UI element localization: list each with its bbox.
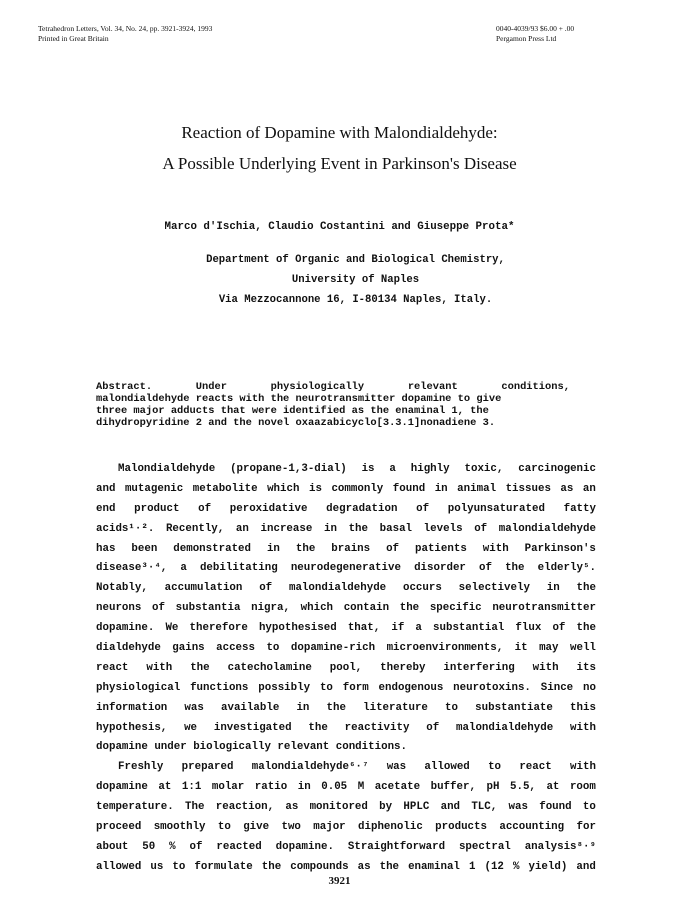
body-word: investigated: [213, 721, 292, 734]
body-line: [96, 659, 596, 679]
body-word: pool,: [329, 661, 363, 674]
body-word: fatty: [563, 502, 596, 515]
journal-line: Tetrahedron Letters, Vol. 34, No. 24, pp. 3921-3924, 1993: [38, 24, 213, 33]
body-word: %: [512, 860, 520, 873]
body-word: a: [415, 622, 422, 635]
body-word: thereby: [380, 661, 426, 674]
body-word: with: [570, 761, 596, 774]
body-line: [96, 559, 596, 579]
body-word: animal: [457, 482, 497, 495]
body-line: [96, 738, 596, 758]
body-word: disorder: [414, 562, 466, 575]
body-word: (12: [484, 860, 504, 873]
body-word: increase: [260, 522, 313, 535]
body-line: [96, 520, 596, 540]
body-word: at: [546, 781, 560, 794]
body-word: with: [570, 721, 596, 734]
body-word: room: [569, 781, 596, 794]
body-word: is: [361, 463, 375, 475]
body-word: temperature.: [96, 801, 174, 814]
body-word: the: [576, 582, 596, 595]
body-word: dopamine: [96, 781, 148, 794]
body-word: the: [308, 721, 328, 734]
body-word: gains: [172, 642, 205, 655]
body-word: neurotoxins.: [453, 681, 531, 694]
body-word: The: [185, 801, 205, 814]
body-word: buffer,: [430, 781, 476, 794]
paper-title-line-1: Reaction of Dopamine with Malondialdehyde:: [181, 123, 498, 142]
body-line: [96, 540, 596, 560]
body-word: of: [426, 721, 440, 734]
body-line: [96, 679, 596, 699]
body-word: react: [96, 661, 129, 674]
body-word: react: [519, 761, 552, 774]
body-line: [96, 480, 596, 500]
body-line: [96, 619, 596, 639]
body-line: [96, 599, 596, 619]
body-word: about: [96, 840, 129, 853]
paper-title-line-2: A Possible Underlying Event in Parkinson's Disease: [162, 154, 517, 173]
body-word: if: [391, 622, 405, 635]
body-word: elderly⁵.: [537, 562, 596, 575]
body-word: peroxidative: [229, 502, 308, 515]
body-word: compounds: [290, 860, 349, 873]
body-word: dopamine.: [96, 622, 155, 635]
body-word: with: [532, 661, 559, 674]
body-word: literature: [363, 701, 428, 714]
body-word: two: [281, 821, 301, 834]
body-line: [96, 500, 596, 520]
body-word: toxic,: [464, 463, 504, 475]
body-word: 1:1: [181, 781, 202, 794]
body-word: which: [267, 482, 300, 495]
body-word: by: [379, 801, 393, 814]
body-word: 5.5,: [509, 781, 536, 794]
body-word: well: [569, 642, 596, 655]
body-word: was: [386, 761, 407, 774]
abstract-line: three major adducts that were identified as the enaminal 1, the: [96, 405, 489, 417]
body-word: demonstrated: [173, 542, 252, 555]
body-line: [96, 758, 596, 778]
body-word: debilitating: [199, 562, 278, 575]
body-word: the: [348, 522, 369, 535]
body-word: in: [546, 582, 560, 595]
body-word: Freshly: [118, 761, 164, 774]
body-word: was: [184, 701, 204, 714]
body-word: reaction,: [215, 801, 275, 814]
body-word: at: [158, 781, 172, 794]
body-word: mutagenic: [124, 482, 184, 495]
body-word: Since: [540, 681, 574, 694]
body-word: us: [150, 860, 164, 873]
body-word: monitored: [309, 801, 368, 814]
body-word: no: [583, 681, 596, 694]
body-word: proceed: [96, 821, 142, 834]
body-word: of: [474, 522, 488, 535]
body-word: substantia: [175, 602, 241, 615]
body-word: and: [96, 482, 116, 495]
body-word: We: [165, 622, 179, 635]
body-word: accumulation: [164, 582, 243, 595]
body-word: the: [379, 860, 400, 873]
body-word: and: [576, 860, 596, 873]
body-word: information: [96, 701, 168, 714]
body-word: give: [243, 821, 270, 834]
body-word: malondialdehyde⁶·⁷: [251, 761, 369, 774]
body-word: was: [508, 801, 528, 814]
body-word: occurs: [402, 582, 442, 595]
body-word: in: [434, 482, 448, 495]
printed-line: Printed in Great Britain: [38, 34, 109, 43]
body-word: carcinogenic: [518, 463, 596, 475]
body-word: reactivity: [344, 721, 410, 734]
body-word: degradation: [326, 502, 398, 515]
body-word: major: [313, 821, 346, 834]
authors: Marco d'Ischia, Claudio Costantini and Giuseppe Prota*: [164, 221, 515, 233]
issn-price-line: 0040-4039/93 $6.00 + .00: [496, 24, 575, 33]
body-word: in: [296, 701, 310, 714]
body-word: of: [259, 582, 273, 595]
body-word: of: [198, 502, 212, 515]
body-word: diphenolic: [358, 821, 423, 834]
body-word: has: [96, 542, 116, 555]
body-word: to: [582, 801, 596, 814]
body-word: dialdehyde: [96, 642, 161, 655]
abstract-line: Abstract. Under physiologically relevant conditions,: [96, 381, 570, 393]
body-word: 0.05: [321, 781, 348, 794]
body-word: dopamine under biologically relevant conditions.: [96, 741, 408, 754]
body-word: malondialdehyde: [456, 721, 554, 734]
body-word: specific: [429, 602, 482, 615]
body-word: as: [560, 482, 574, 495]
body-word: with: [482, 542, 509, 555]
body-word: contain: [343, 602, 390, 615]
body-word: of: [152, 602, 165, 615]
body-word: the: [326, 701, 346, 714]
body-word: allowed: [424, 761, 470, 774]
body-line: [96, 699, 596, 719]
publisher-info: [496, 24, 574, 44]
body-word: products: [435, 821, 487, 834]
body-word: enaminal: [408, 860, 460, 873]
body-word: molar: [211, 781, 245, 794]
body-word: the: [190, 661, 210, 674]
body-word: the: [505, 562, 525, 575]
body-word: Notably,: [96, 582, 148, 595]
body-word: tissues: [505, 482, 551, 495]
body-word: in: [266, 542, 280, 555]
body-word: neurodegenerative: [290, 562, 401, 575]
body-word: is: [308, 482, 322, 495]
body-word: substantial: [433, 622, 505, 635]
body-word: which: [300, 602, 334, 615]
body-word: neurons: [96, 602, 142, 615]
body-word: brains: [331, 542, 371, 555]
publisher-line: Pergamon Press Ltd: [496, 34, 557, 43]
body-word: we: [184, 721, 198, 734]
body-word: endogenous: [378, 681, 444, 694]
body-word: and: [440, 801, 461, 814]
body-word: to: [319, 681, 333, 694]
body-text: [96, 460, 596, 878]
body-word: to: [266, 642, 280, 655]
body-word: hypothesised: [258, 622, 337, 635]
body-word: spectral: [458, 840, 511, 853]
body-word: nigra,: [251, 602, 290, 615]
body-line: [96, 818, 596, 838]
body-word: (propane-1,3-dial): [230, 463, 347, 475]
body-word: with: [146, 661, 173, 674]
abstract-line: malondialdehyde reacts with the neurotransmitter dopamine to give: [96, 393, 502, 405]
page-number: 3921: [328, 875, 351, 887]
body-word: of: [189, 840, 203, 853]
body-word: form: [342, 681, 369, 694]
body-word: hypothesis,: [96, 721, 168, 734]
body-word: flux: [515, 622, 542, 635]
body-word: basal: [379, 522, 413, 535]
body-word: an: [235, 522, 249, 535]
body-word: accounting: [499, 821, 565, 834]
body-word: disease³·⁴,: [96, 562, 168, 575]
body-word: malondialdehyde: [288, 582, 387, 595]
abstract-heading: Abstract.: [96, 381, 153, 393]
body-word: 1: [468, 860, 476, 873]
body-word: Parkinson's: [524, 542, 596, 555]
body-word: possibly: [258, 681, 311, 694]
body-word: this: [570, 701, 596, 714]
body-word: malondialdehyde: [498, 522, 596, 535]
abstract-line: dihydropyridine 2 and the novel oxaazabicyclo[3.3.1]nonadiene 3.: [96, 417, 496, 429]
body-word: highly: [410, 463, 450, 475]
body-word: may: [539, 642, 559, 655]
body-word: prepared: [181, 761, 234, 774]
affiliation-department: Department of Organic and Biological Chemistry,: [206, 254, 505, 266]
body-word: end: [96, 502, 116, 515]
body-word: pH: [486, 781, 500, 794]
body-word: of: [416, 502, 430, 515]
body-word: available: [220, 701, 280, 714]
body-word: for: [576, 821, 596, 834]
body-word: in: [297, 781, 311, 794]
body-word: found: [539, 801, 572, 814]
body-word: it: [514, 642, 528, 655]
body-word: commonly: [331, 482, 384, 495]
body-word: allowed: [96, 860, 142, 873]
body-word: Recently,: [165, 522, 225, 535]
body-word: analysis⁸·⁹: [524, 840, 596, 853]
body-line: [96, 460, 596, 480]
body-word: found: [392, 482, 426, 495]
body-word: yield): [528, 860, 568, 873]
body-word: to: [445, 701, 458, 714]
body-word: a: [389, 463, 396, 475]
body-word: physiological: [96, 681, 181, 694]
body-word: 50: [142, 840, 156, 853]
body-word: to: [172, 860, 186, 873]
body-word: therefore: [189, 622, 248, 635]
body-word: the: [295, 542, 316, 555]
body-word: as: [285, 801, 299, 814]
body-word: of: [386, 542, 400, 555]
body-line: [96, 778, 596, 798]
body-word: selectively: [458, 582, 530, 595]
body-word: Malondialdehyde: [118, 463, 216, 475]
body-word: the: [399, 602, 420, 615]
body-word: product: [134, 502, 180, 515]
body-line: [96, 798, 596, 818]
body-word: substantiate: [475, 701, 553, 714]
affiliation-university: University of Naples: [291, 274, 420, 286]
body-word: its: [576, 661, 596, 674]
body-word: catecholamine: [227, 661, 312, 674]
body-word: M: [357, 781, 365, 794]
body-word: Straightforward: [347, 840, 446, 853]
abstract: [96, 381, 570, 429]
body-word: levels: [423, 522, 463, 535]
body-word: polyunsaturated: [447, 502, 545, 515]
body-word: dopamine.: [275, 840, 334, 853]
body-word: TLC,: [471, 801, 498, 814]
body-line: [96, 579, 596, 599]
body-word: microenvironments,: [386, 642, 504, 655]
body-word: acids¹·².: [96, 522, 155, 535]
body-word: reacted: [216, 840, 262, 853]
body-word: functions: [190, 681, 249, 694]
body-word: formulate: [194, 860, 253, 873]
body-word: HPLC: [403, 801, 430, 814]
body-word: smoothly: [153, 821, 206, 834]
body-word: of: [479, 562, 492, 575]
body-word: metabolite: [192, 482, 258, 495]
body-word: as: [357, 860, 371, 873]
body-line: [96, 719, 596, 739]
affiliation-address: Via Mezzocannone 16, I-80134 Naples, Italy.: [218, 294, 493, 306]
body-word: acetate: [374, 781, 421, 794]
body-word: the: [576, 622, 596, 635]
body-word: interfering: [443, 661, 515, 674]
body-line: [96, 838, 596, 858]
body-word: the: [261, 860, 282, 873]
body-word: neurotransmitter: [492, 602, 596, 615]
body-word: patients: [414, 542, 467, 555]
body-word: been: [131, 542, 158, 555]
body-word: a: [180, 562, 187, 575]
body-word: that,: [347, 622, 381, 635]
body-word: an: [582, 482, 596, 495]
body-word: access: [216, 642, 255, 655]
body-word: to: [217, 821, 231, 834]
body-word: in: [323, 522, 337, 535]
body-word: %: [169, 840, 176, 853]
journal-citation: [38, 24, 212, 44]
body-word: ratio: [254, 781, 288, 794]
body-line: [96, 639, 596, 659]
body-word: dopamine-rich: [290, 642, 376, 655]
body-word: of: [552, 622, 566, 635]
body-word: to: [488, 761, 502, 774]
